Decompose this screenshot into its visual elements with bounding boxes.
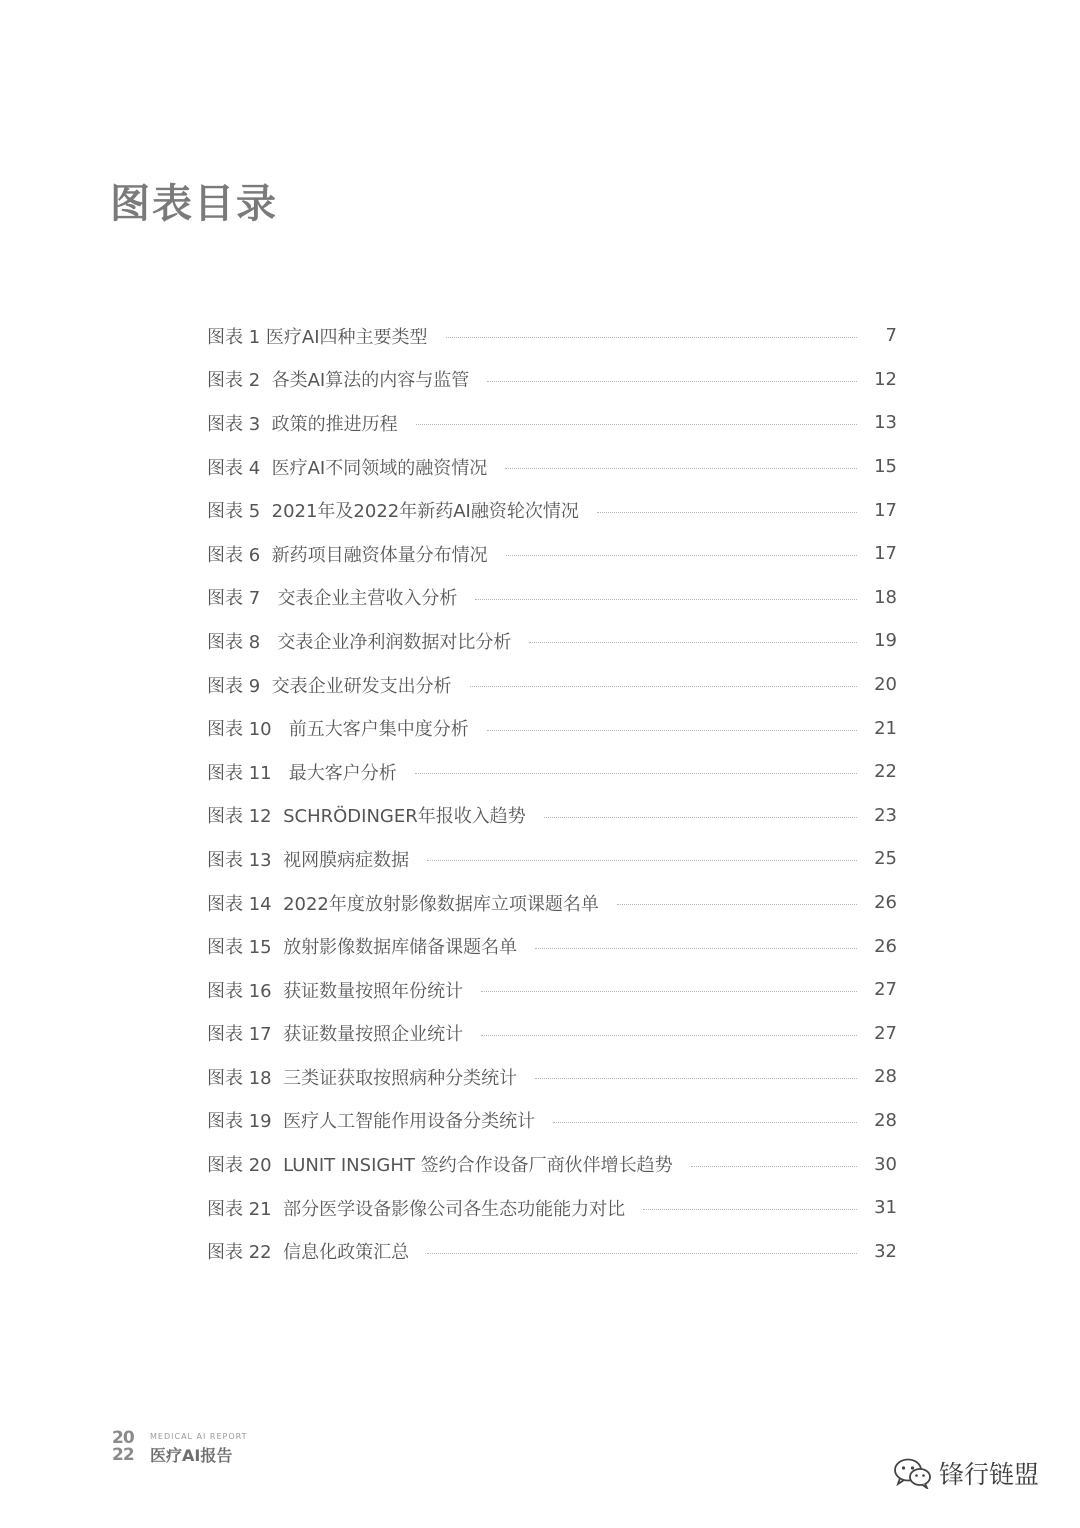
toc-entry[interactable] [207,881,897,925]
toc-entry-label: 图表 16 获证数量按照年份统计 [207,980,464,1002]
logo-text [150,1432,248,1466]
toc-entry[interactable] [207,1012,897,1056]
toc-entry[interactable] [207,314,897,358]
dot-leader [505,468,857,469]
toc-entry-page: 18 [874,586,897,608]
toc-entry-label: 图表 17 获证数量按照企业统计 [207,1024,464,1046]
dot-leader [529,642,857,643]
toc-entry[interactable] [207,445,897,489]
dot-leader [415,773,857,774]
toc-entry-label: 图表 15 放射影像数据库储备课题名单 [207,937,518,959]
toc-entry-label: 图表 13 视网膜病症数据 [207,849,410,871]
toc-entry-label: 图表 11 最大客户分析 [207,762,397,784]
toc-entry-label: 图表 21 部分医学设备影像公司各生态功能能力对比 [207,1198,626,1220]
toc-entry-page: 7 [885,325,897,347]
dot-leader [416,424,857,425]
dot-leader [481,1035,857,1036]
dot-leader [535,1078,857,1079]
toc-entry-label: 图表 7 交表企业主营收入分析 [207,588,458,610]
toc-entry-label: 图表 1 医疗AI四种主要类型 [207,326,428,348]
toc-entry-page: 22 [874,761,897,783]
dot-leader [553,1122,857,1123]
report-logo [112,1430,248,1468]
dot-leader [535,948,857,949]
watermark-text: 锋行链盟 [939,1460,1040,1489]
toc-entry[interactable] [207,576,897,620]
toc-entry[interactable] [207,1142,897,1186]
dot-leader [487,381,857,382]
dot-leader [597,512,857,513]
toc-entry-page: 13 [874,412,897,434]
dot-leader [427,860,857,861]
toc-entry-page: 20 [874,674,897,696]
toc-entry-label: 图表 19 医疗人工智能作用设备分类统计 [207,1111,536,1133]
toc-entry[interactable] [207,1099,897,1143]
dot-leader [487,730,857,731]
toc-entry[interactable] [207,1229,897,1273]
toc-entry-page: 31 [874,1197,897,1219]
toc-entry-page: 28 [874,1066,897,1088]
dot-leader [691,1166,857,1167]
toc-entry-page: 17 [874,499,897,521]
toc-entry-page: 25 [874,848,897,870]
dot-leader [446,337,857,338]
toc-entry[interactable] [207,532,897,576]
toc-entry[interactable] [207,750,897,794]
watermark [893,1455,1039,1491]
toc-entry-page: 17 [874,543,897,565]
dot-leader [427,1253,857,1254]
toc-entry-page: 28 [874,1109,897,1131]
toc-entry-label: 图表 3 政策的推进历程 [207,413,398,435]
toc-entry-label: 图表 20 LUNIT INSIGHT 签约合作设备厂商伙伴增长趋势 [207,1155,673,1177]
toc-entry[interactable] [207,706,897,750]
toc-entry-label: 图表 4 医疗AI不同领域的融资情况 [207,457,488,479]
toc-entry-page: 23 [874,804,897,826]
dot-leader [506,555,857,556]
logo-title: 医疗AI报告 [150,1446,233,1465]
toc-entry[interactable] [207,663,897,707]
toc-entry-label: 图表 18 三类证获取按照病种分类统计 [207,1067,518,1089]
page-title: 图表目录 [110,181,278,227]
toc-entry-label: 图表 6 新药项目融资体量分布情况 [207,544,488,566]
toc-entry[interactable] [207,924,897,968]
toc-entry-label: 图表 2 各类AI算法的内容与监管 [207,370,470,392]
toc-entry-page: 19 [874,630,897,652]
toc-entry[interactable] [207,1055,897,1099]
toc-entry[interactable] [207,619,897,663]
dot-leader [475,599,857,600]
toc-entry-label: 图表 10 前五大客户集中度分析 [207,719,469,741]
toc-entry[interactable] [207,794,897,838]
toc-entry-label: 图表 12 SCHRÖDINGER年报收入趋势 [207,806,526,828]
toc-entry[interactable] [207,837,897,881]
toc-entry-label: 图表 5 2021年及2022年新药AI融资轮次情况 [207,501,579,523]
toc-entry-page: 30 [874,1153,897,1175]
toc-entry[interactable] [207,358,897,402]
toc-entry-page: 26 [874,892,897,914]
toc-entry-page: 27 [874,1022,897,1044]
toc-entry-page: 12 [874,368,897,390]
toc-entry-page: 21 [874,717,897,739]
wechat-icon [893,1457,933,1489]
year-mark [112,1430,146,1468]
toc-entry-page: 26 [874,935,897,957]
year-top: 20 [112,1428,134,1448]
table-of-figures [207,314,897,1273]
logo-subtitle: MEDICAL AI REPORT [150,1432,248,1441]
dot-leader [481,991,857,992]
toc-entry-page: 15 [874,456,897,478]
toc-entry-label: 图表 9 交表企业研发支出分析 [207,675,452,697]
dot-leader [643,1209,857,1210]
toc-entry-label: 图表 8 交表企业净利润数据对比分析 [207,631,512,653]
dot-leader [470,686,857,687]
toc-entry[interactable] [207,1186,897,1230]
toc-entry-label: 图表 14 2022年度放射影像数据库立项课题名单 [207,893,599,915]
dot-leader [544,817,857,818]
year-bottom: 22 [112,1445,134,1465]
toc-entry-page: 27 [874,979,897,1001]
toc-entry[interactable] [207,488,897,532]
toc-entry[interactable] [207,968,897,1012]
toc-entry-page: 32 [874,1240,897,1262]
dot-leader [617,904,857,905]
toc-entry[interactable] [207,401,897,445]
toc-entry-label: 图表 22 信息化政策汇总 [207,1242,410,1264]
